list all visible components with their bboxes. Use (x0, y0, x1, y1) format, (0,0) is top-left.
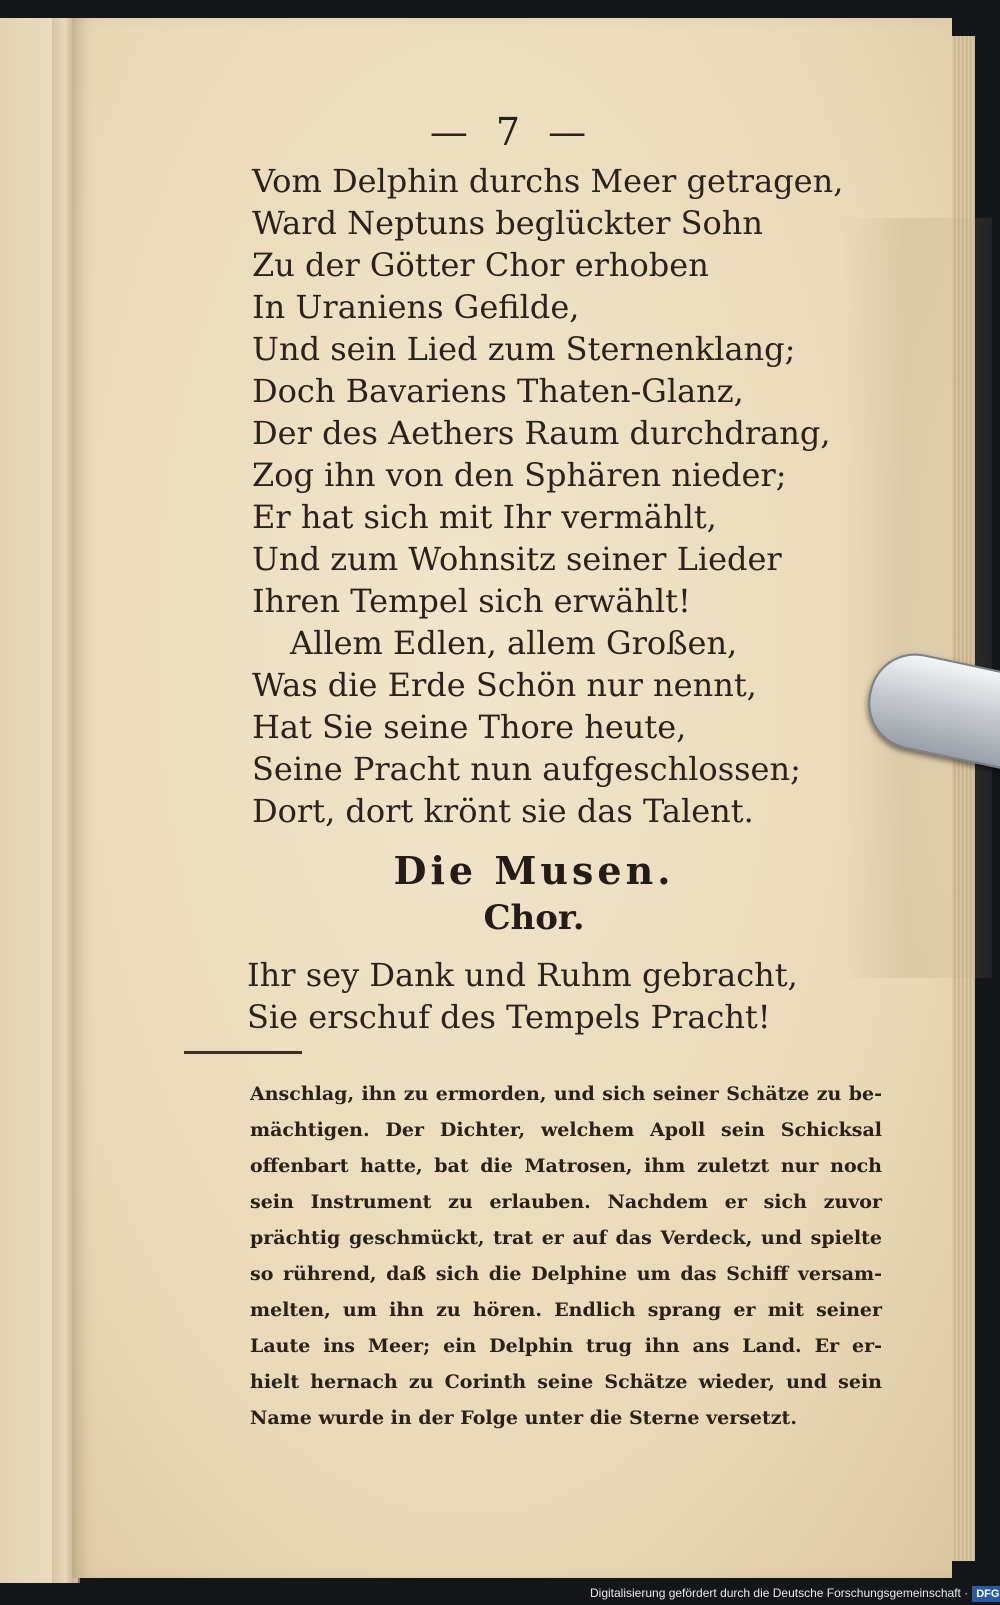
footnote-line: prächtig geschmückt, trat er auf das Verdeck, und spielte (250, 1227, 882, 1249)
poem-line: Was die Erde Schön nur nennt, (252, 666, 757, 704)
poem-line: Ihren Tempel sich erwählt! (252, 582, 691, 620)
poem-line: Hat Sie seine Thore heute, (252, 708, 687, 746)
poem-line: In Uraniens Gefilde, (252, 288, 580, 326)
poem-line: Allem Edlen, allem Großen, (290, 624, 738, 662)
poem-line: Und zum Wohnsitz seiner Lieder (252, 540, 782, 578)
poem-line: Ward Neptuns beglückter Sohn (252, 204, 763, 242)
credit-text: Digitalisierung gefördert durch die Deutsche Forschungsgemeinschaft · (590, 1586, 969, 1600)
page-number: — 7 — (429, 110, 595, 154)
chorus-heading: Chor. (483, 898, 585, 938)
footnote-line: hielt hernach zu Corinth seine Schätze wieder, und sein (250, 1371, 882, 1393)
book-page (72, 18, 952, 1578)
chorus-lines (247, 954, 867, 1038)
poem-line: Dort, dort krönt sie das Talent. (252, 792, 754, 830)
poem-line: Doch Bavariens Thaten-Glanz, (252, 372, 744, 410)
chorus-line: Sie erschuf des Tempels Pracht! (247, 998, 771, 1036)
footnote-line: Name wurde in der Folge unter die Sterne versetzt. (250, 1407, 797, 1429)
footnote-line: sein Instrument zu erlauben. Nachdem er sich zuvor (250, 1191, 882, 1213)
chorus-line: Ihr sey Dank und Ruhm gebracht, (247, 956, 798, 994)
poem-line: Und sein Lied zum Sternenklang; (252, 330, 796, 368)
poem-line: Zog ihn von den Sphären nieder; (252, 456, 787, 494)
dfg-logo: DFG (972, 1586, 1000, 1602)
footnote-line: offenbart hatte, bat die Matrosen, ihm zuletzt nur noch (250, 1155, 882, 1177)
poem-line: Der des Aethers Raum durchdrang, (252, 414, 831, 452)
left-page-edge (52, 18, 74, 1583)
speaker-heading: Die Musen. (393, 848, 675, 893)
footnote-line: mächtigen. Der Dichter, welchem Apoll sein Schicksal (250, 1119, 882, 1141)
footnote-rule (184, 1051, 302, 1054)
footnote-line: Laute ins Meer; ein Delphin trug ihn ans Land. Er er- (250, 1335, 882, 1357)
poem-line: Seine Pracht nun aufgeschlossen; (252, 750, 801, 788)
poem-line: Er hat sich mit Ihr vermählt, (252, 498, 717, 536)
footnote-line: so rührend, daß sich die Delphine um das Schiff versam- (250, 1263, 882, 1285)
left-page (0, 18, 80, 1583)
poem-line: Vom Delphin durchs Meer getragen, (252, 162, 844, 200)
poem-line: Zu der Götter Chor erhoben (252, 246, 709, 284)
poem-stanza (252, 160, 872, 832)
footnote-line: melten, um ihn zu hören. Endlich sprang er mit seiner (250, 1299, 882, 1321)
digitization-credit (590, 1583, 1000, 1603)
footnote (250, 1076, 882, 1436)
footnote-line: Anschlag, ihn zu ermorden, und sich seiner Schätze zu be- (250, 1083, 882, 1105)
